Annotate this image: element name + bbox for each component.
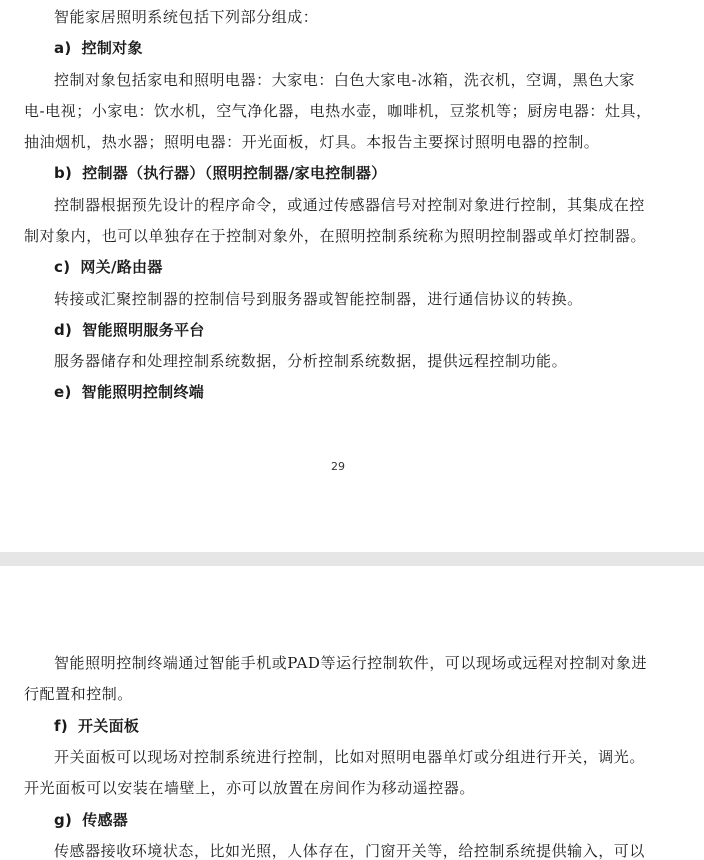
section-f-heading — [0, 716, 704, 736]
section-d-title: 智能照明服务平台 — [82, 321, 205, 339]
section-g-heading — [0, 810, 704, 830]
section-e-heading — [0, 382, 704, 402]
page-number: 29 — [331, 460, 345, 473]
section-c-heading — [0, 257, 704, 277]
page-separator — [0, 552, 704, 566]
section-a-text-line: 电-电视；小家电：饮水机，空气净化器，电热水壶，咖啡机，豆浆机等；厨房电器：灶具， — [24, 102, 652, 120]
section-a-text-line: 控制对象包括家电和照明电器：大家电：白色大家电-冰箱，洗衣机，空调，黑色大家 — [54, 71, 635, 89]
section-a-title: 控制对象 — [81, 39, 143, 57]
section-a-marker: a) — [54, 39, 72, 57]
section-f-text-line: 开光面板可以安装在墙壁上，亦可以放置在房间作为移动遥控器。 — [24, 779, 475, 797]
section-f-text-line: 开关面板可以现场对控制系统进行控制，比如对照明电器单灯或分组进行开关，调光。 — [54, 748, 645, 766]
section-g-marker: g) — [54, 811, 73, 829]
section-b-marker: b) — [54, 164, 73, 182]
section-a-text-line: 抽油烟机，热水器；照明电器：开光面板，灯具。本报告主要探讨照明电器的控制。 — [24, 133, 600, 151]
section-b-heading — [0, 163, 704, 183]
section-c-text-line: 转接或汇聚控制器的控制信号到服务器或智能控制器，进行通信协议的转换。 — [54, 290, 583, 308]
section-g-title: 传感器 — [82, 811, 129, 829]
section-e-marker: e) — [54, 383, 72, 401]
section-e-text-line: 智能照明控制终端通过智能手机或PAD等运行控制软件，可以现场或远程对控制对象进 — [54, 654, 648, 672]
document-page-30 — [0, 566, 704, 860]
section-d-marker: d) — [54, 321, 73, 339]
section-c-marker: c) — [54, 258, 71, 276]
section-f-marker: f) — [54, 717, 68, 735]
section-a-heading — [0, 38, 704, 58]
section-e-text-line: 行配置和控制。 — [24, 685, 133, 703]
section-b-title: 控制器（执行器）（照明控制器/家电控制器） — [82, 164, 387, 182]
section-e-title: 智能照明控制终端 — [81, 383, 205, 401]
section-d-heading — [0, 320, 704, 340]
section-c-title: 网关/路由器 — [80, 258, 163, 276]
section-d-text-line: 服务器储存和处理控制系统数据，分析控制系统数据，提供远程控制功能。 — [54, 352, 568, 370]
section-b-text-line: 制对象内，也可以单独存在于控制对象外，在照明控制系统称为照明控制器或单灯控制器。 — [24, 227, 647, 245]
section-g-text-line: 传感器接收环境状态，比如光照，人体存在，门窗开关等，给控制系统提供输入，可以 — [54, 842, 645, 860]
section-b-text-line: 控制器根据预先设计的程序命令，或通过传感器信号对控制对象进行控制，其集成在控 — [54, 196, 645, 214]
intro-paragraph: 智能家居照明系统包括下列部分组成： — [54, 8, 319, 26]
section-f-title: 开关面板 — [77, 717, 140, 735]
